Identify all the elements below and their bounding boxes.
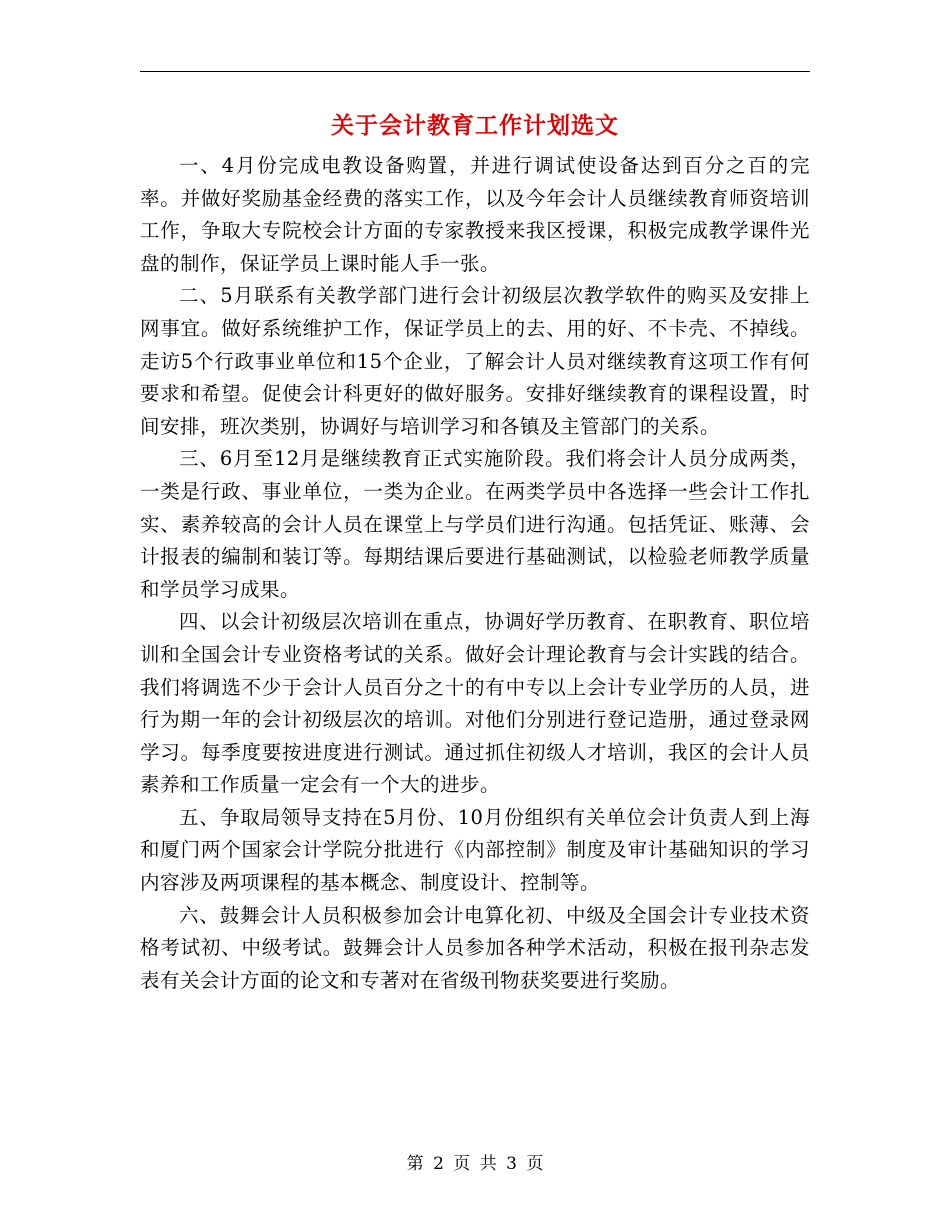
document-title: 关于会计教育工作计划选文 (331, 112, 619, 139)
paragraph-4: 四、以会计初级层次培训在重点，协调好学历教育、在职教育、职位培训和全国会计专业资格考试的关系。做好会计理论教育与会计实践的结合。我们将调选不少于会计人员百分之十的有中专以上会计专业学历的人员，进行为期一年的会计初级层次的培训。对他们分别进行登记造册，通过登录网学习。每季度要按进度进行测试。通过抓住初级人才培训，我区的会计人员素养和工作质量一定会有一个大的进步。 (140, 610, 810, 797)
paragraph-3: 三、6月至12月是继续教育正式实施阶段。我们将会计人员分成两类，一类是行政、事业单位，一类为企业。在两类学员中各选择一些会计工作扎实、素养较高的会计人员在课堂上与学员们进行沟通。包括凭证、账薄、会计报表的编制和装订等。每期结课后要进行基础测试，以检验老师教学质量和学员学习成果。 (140, 447, 810, 601)
paragraph-1: 一、4月份完成电教设备购置，并进行调试使设备达到百分之百的完率。并做好奖励基金经费的落实工作，以及今年会计人员继续教育师资培训工作，争取大专院校会计方面的专家教授来我区授课，积极完成教学课件光盘的制作，保证学员上课时能人手一张。 (140, 154, 810, 275)
header-rule (140, 71, 810, 72)
paragraph-5: 五、争取局领导支持在5月份、10月份组织有关单位会计负责人到上海和厦门两个国家会计学院分批进行《内部控制》制度及审计基础知识的学习内容涉及两项课程的基本概念、制度设计、控制等。 (140, 805, 810, 895)
document-body (140, 150, 810, 997)
page-number-footer: 第 2 页 共 3 页 (406, 1154, 544, 1174)
paragraph-6: 六、鼓舞会计人员积极参加会计电算化初、中级及全国会计专业技术资格考试初、中级考试。鼓舞会计人员参加各种学术活动，积极在报刊杂志发表有关会计方面的论文和专著对在省级刊物获奖要进行奖励。 (140, 903, 810, 992)
paragraph-2: 二、5月联系有关教学部门进行会计初级层次教学软件的购买及安排上网事宜。做好系统维护工作，保证学员上的去、用的好、不卡壳、不掉线。走访5个行政事业单位和15个企业，了解会计人员对继续教育这项工作有何要求和希望。促使会计科更好的做好服务。安排好继续教育的课程设置，时间安排，班次类别，协调好与培训学习和各镇及主管部门的关系。 (140, 284, 810, 438)
